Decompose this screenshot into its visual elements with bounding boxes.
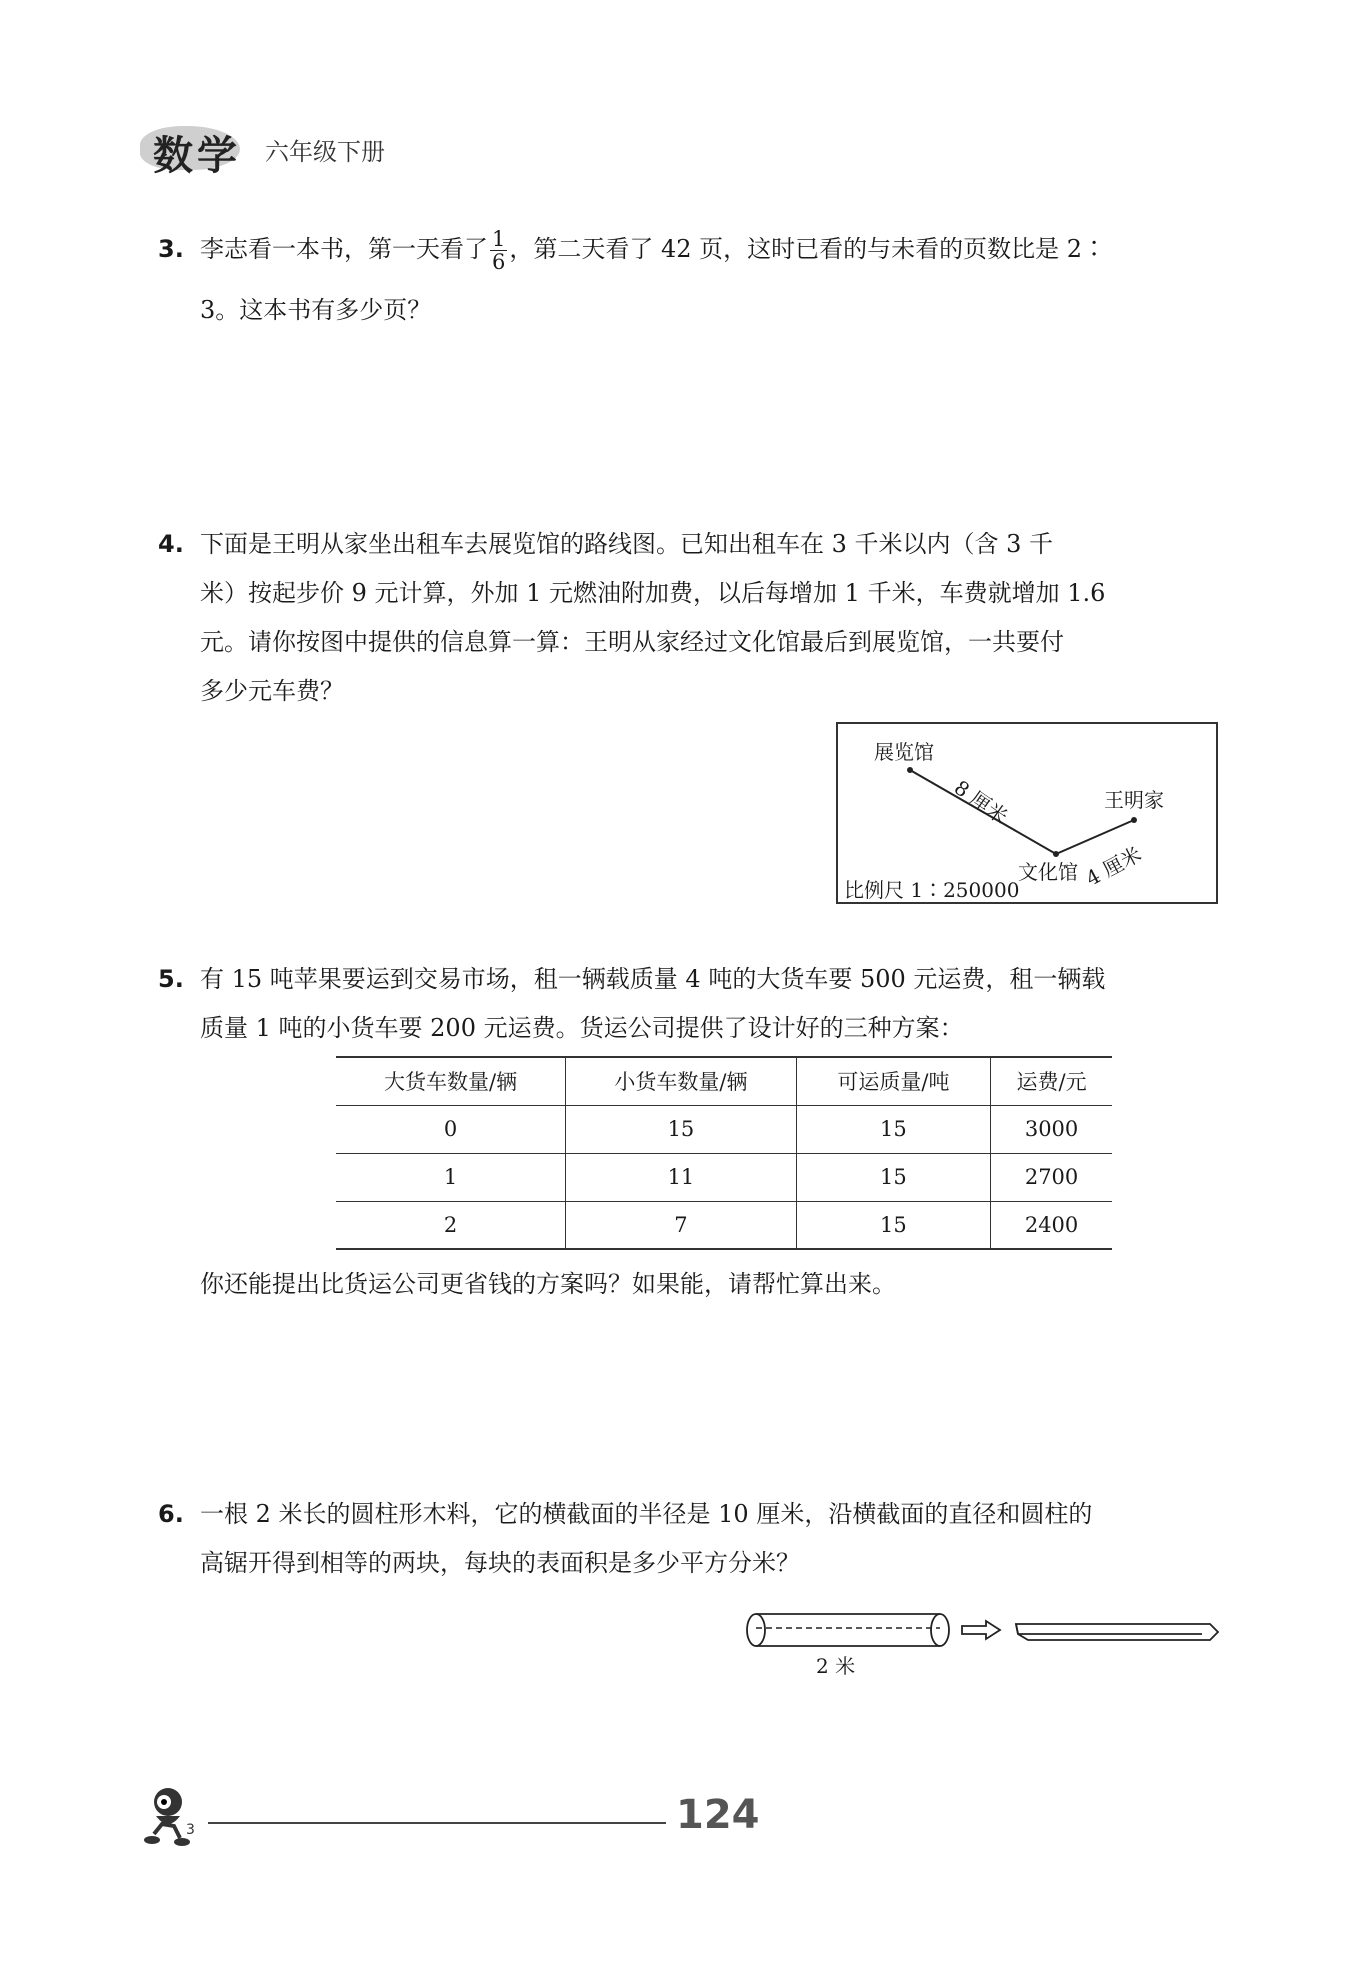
question-4	[158, 520, 1230, 716]
route-map	[836, 722, 1218, 904]
question-line: 下面是王明从家坐出租车去展览馆的路线图。已知出租车在 3 千米以内（含 3 千	[200, 530, 1054, 558]
culture-label: 文化馆	[1018, 860, 1078, 884]
table-cell: 15	[566, 1105, 797, 1153]
subject-title: 数学	[153, 133, 241, 179]
table-cell: 15	[796, 1153, 990, 1201]
fraction-denominator: 6	[492, 250, 506, 274]
home-point	[1131, 817, 1137, 823]
question-line: 3。这本书有多少页？	[200, 296, 432, 324]
distance-2-label: 4 厘米	[1081, 841, 1146, 891]
question-number: 3.	[158, 235, 184, 263]
table-row	[336, 1201, 1112, 1249]
svg-text:3: 3	[186, 1822, 195, 1838]
scale-label: 比例尺 1∶250000	[844, 878, 1020, 902]
question-line: 多少元车费？	[200, 677, 344, 705]
cylinder-length-label: 2 米	[816, 1654, 856, 1678]
question-6	[158, 1490, 1230, 1588]
home-label: 王明家	[1104, 788, 1164, 812]
mascot-icon	[140, 1782, 210, 1856]
table-header: 运费/元	[991, 1057, 1112, 1105]
table-cell: 2	[336, 1201, 566, 1249]
question-text: 李志看一本书，第一天看了	[200, 235, 488, 263]
distance-1-label: 8 厘米	[949, 775, 1013, 829]
table-header: 小货车数量/辆	[566, 1057, 797, 1105]
exhibition-point	[907, 767, 913, 773]
exhibition-label: 展览馆	[874, 740, 934, 764]
table-cell: 11	[566, 1153, 797, 1201]
table-cell: 7	[566, 1201, 797, 1249]
question-line	[200, 225, 1230, 274]
cylinder-figure	[740, 1600, 1230, 1680]
fraction	[490, 228, 507, 273]
question-line: 你还能提出比货运公司更省钱的方案吗？如果能，请帮忙算出来。	[200, 1270, 896, 1298]
question-number: 6.	[158, 1500, 184, 1528]
question-5	[158, 955, 1230, 1053]
table-cell: 1	[336, 1153, 566, 1201]
question-5-followup	[200, 1260, 1230, 1309]
table-header-row	[336, 1057, 1112, 1105]
table-cell: 2400	[991, 1201, 1112, 1249]
page-number: 124	[676, 1792, 760, 1838]
table-header: 可运质量/吨	[796, 1057, 990, 1105]
grade-subtitle: 六年级下册	[265, 138, 385, 166]
question-line: 米）按起步价 9 元计算，外加 1 元燃油附加费，以后每增加 1 千米，车费就增加 1.6	[200, 579, 1106, 607]
question-line: 元。请你按图中提供的信息算一算：王明从家经过文化馆最后到展览馆，一共要付	[200, 628, 1064, 656]
question-line: 一根 2 米长的圆柱形木料，它的横截面的半径是 10 厘米，沿横截面的直径和圆柱的	[200, 1500, 1093, 1528]
table-row	[336, 1105, 1112, 1153]
table-cell: 15	[796, 1201, 990, 1249]
question-3	[158, 225, 1230, 335]
plan-table	[336, 1056, 1112, 1250]
table-cell: 0	[336, 1105, 566, 1153]
table-cell: 2700	[991, 1153, 1112, 1201]
question-text: ，第二天看了 42 页，这时已看的与未看的页数比是 2∶	[509, 235, 1107, 263]
question-line: 有 15 吨苹果要运到交易市场，租一辆载质量 4 吨的大货车要 500 元运费，租一辆载	[200, 965, 1106, 993]
fraction-numerator: 1	[492, 226, 506, 251]
table-cell: 15	[796, 1105, 990, 1153]
footer-rule	[208, 1822, 666, 1824]
table-header: 大货车数量/辆	[336, 1057, 566, 1105]
question-number: 4.	[158, 530, 184, 558]
table-cell: 3000	[991, 1105, 1112, 1153]
question-line: 高锯开得到相等的两块，每块的表面积是多少平方分米？	[200, 1549, 800, 1577]
cylinder-drawing	[740, 1600, 1230, 1680]
question-line: 质量 1 吨的小货车要 200 元运费。货运公司提供了设计好的三种方案：	[200, 1014, 964, 1042]
question-number: 5.	[158, 965, 184, 993]
table-row	[336, 1153, 1112, 1201]
